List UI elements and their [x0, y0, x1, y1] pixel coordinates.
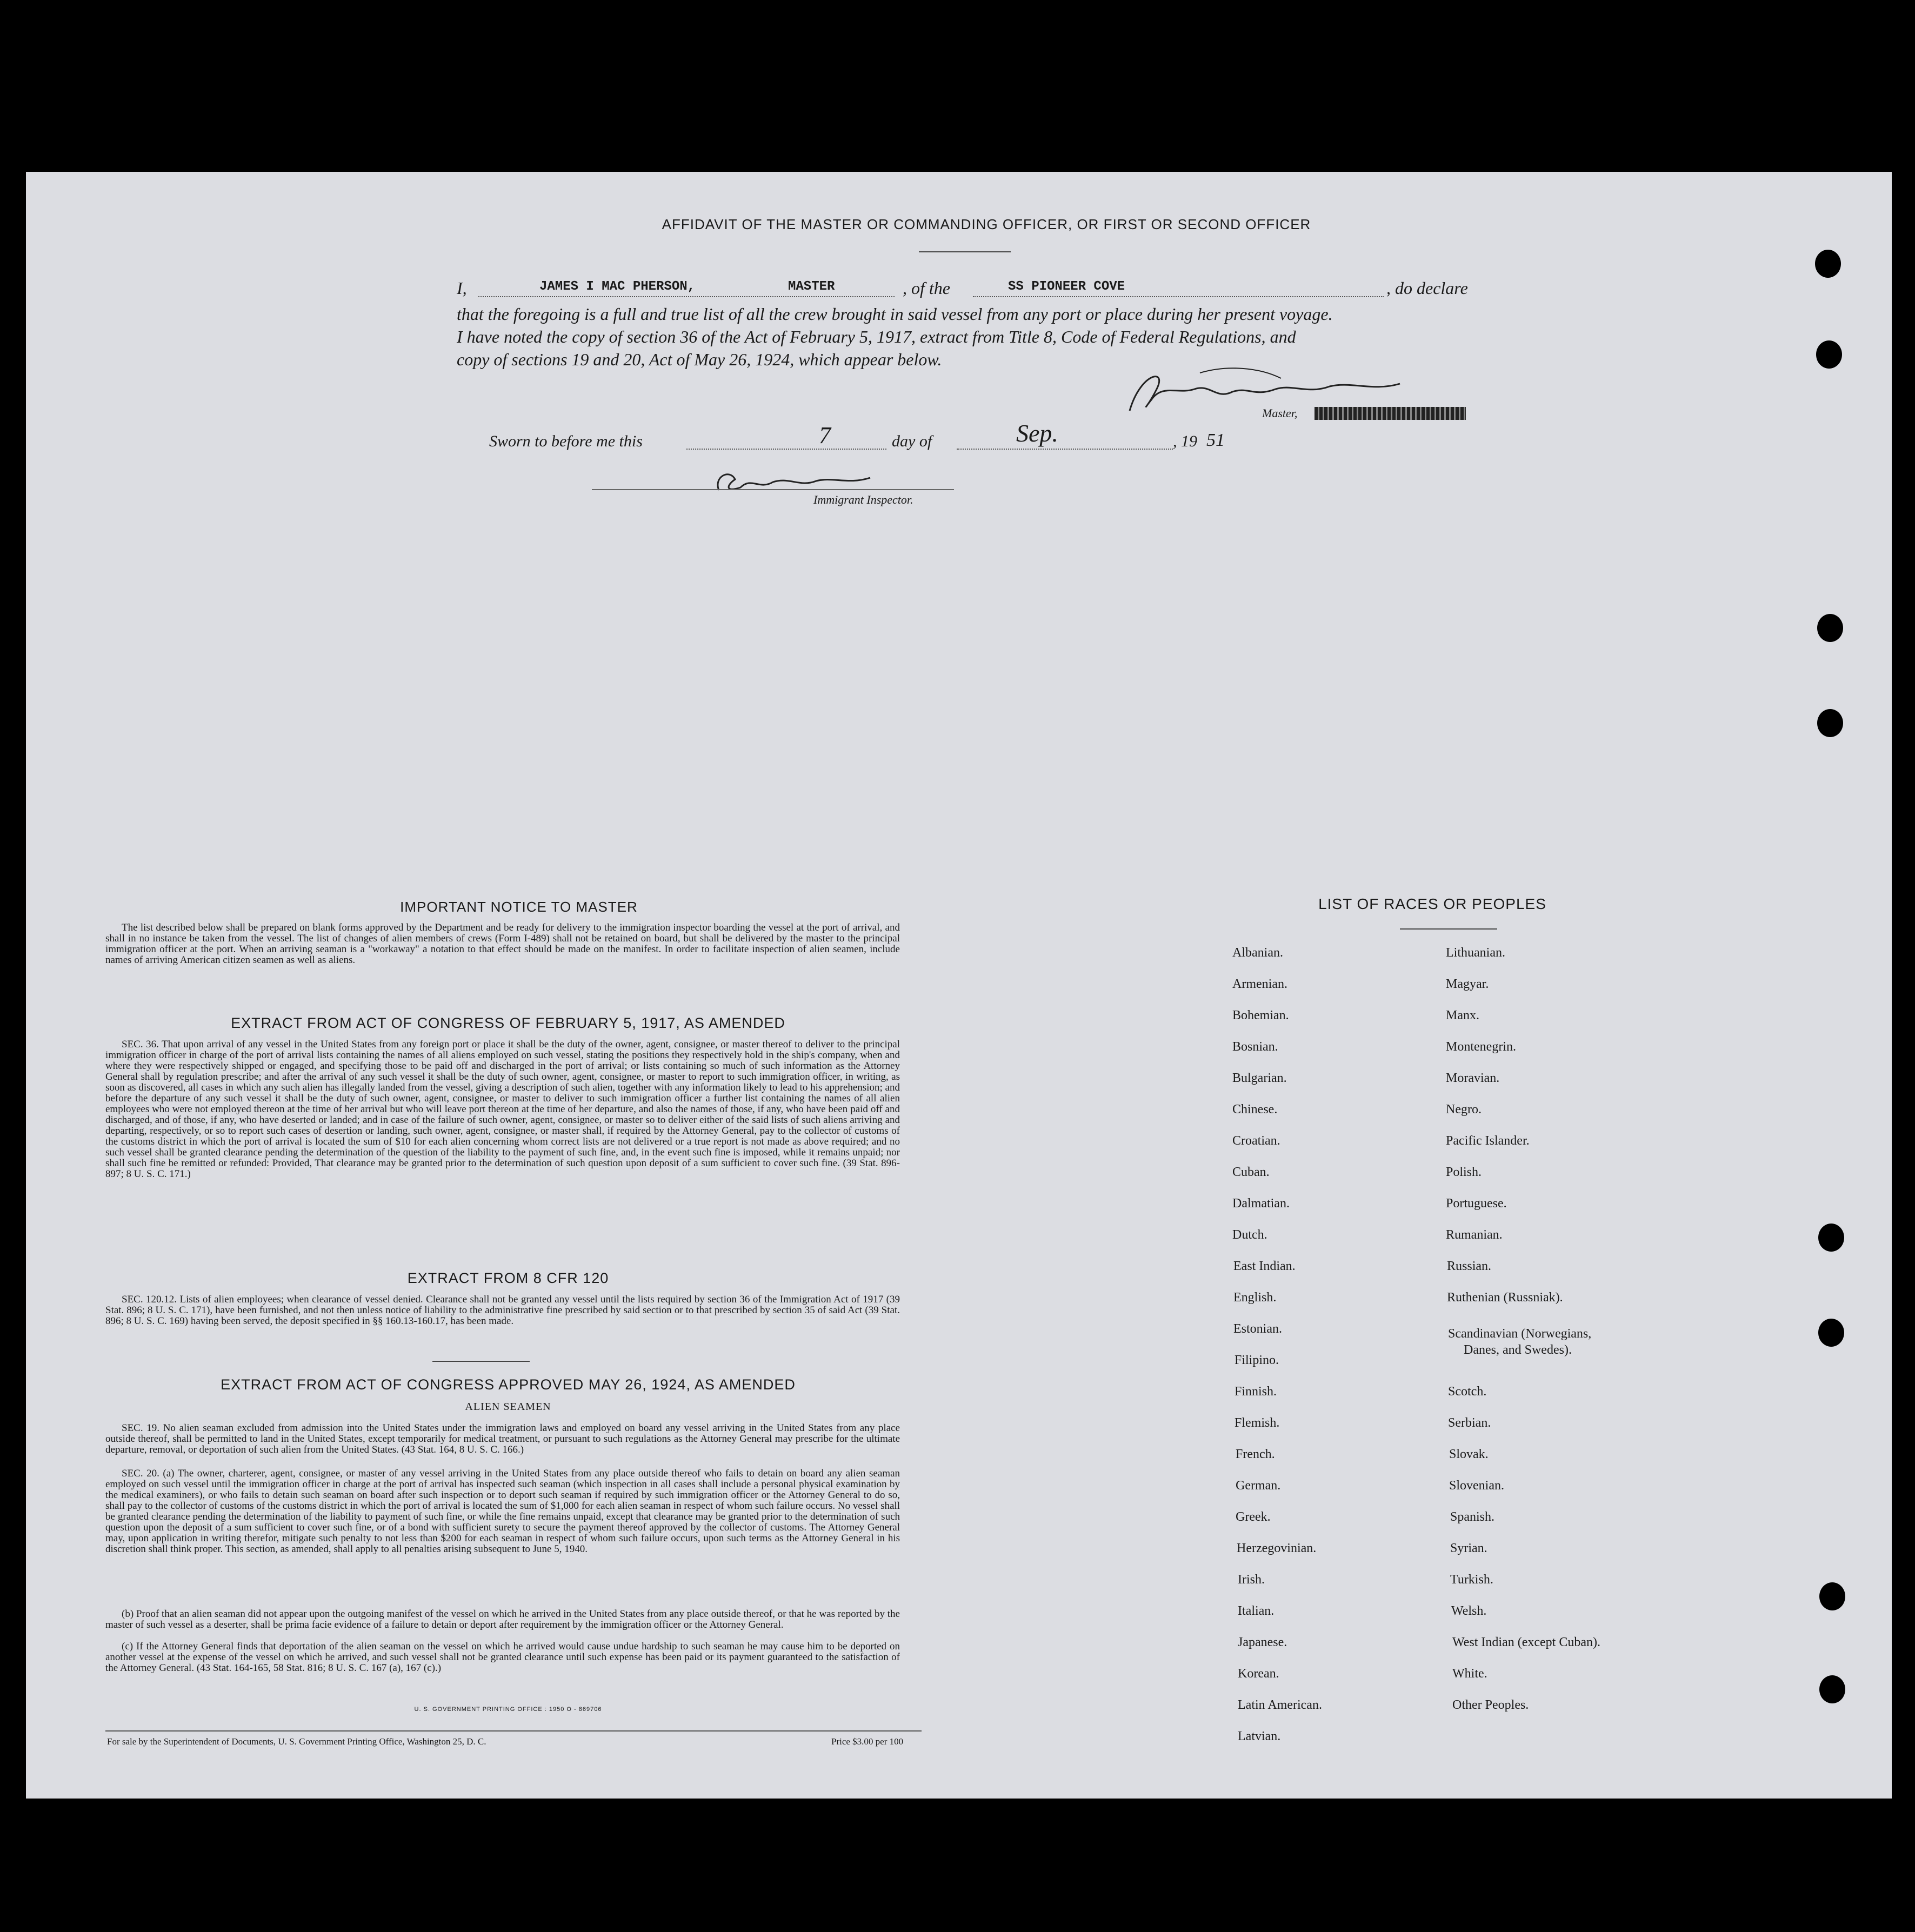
race-item: Italian. [1238, 1604, 1275, 1618]
race-item: Bulgarian. [1232, 1071, 1287, 1085]
race-item: Irish. [1238, 1573, 1265, 1587]
footer-right: Price $3.00 per 100 [831, 1736, 904, 1747]
race-item: White. [1452, 1667, 1487, 1681]
race-item: Slovenian. [1449, 1479, 1504, 1493]
punch-hole [1818, 1319, 1844, 1347]
race-item: Portuguese. [1446, 1196, 1507, 1211]
race-item: East Indian. [1233, 1259, 1296, 1273]
extract-cfr-body: SEC. 120.12. Lists of alien employees; when clearance of vessel denied. Clearance shall not be granted any vessel until the lists required by section 36 of the Immigration Act of 1917 (39 Stat. 896; 8 U. S. C. 171), have been furnished, and not then unless notice of liability to the administrative fine prescribed by said section or to that prescribed by section 35 of said Act (39 Stat. 896; 8 U. S. C. 169) having been served, the deposit specified in §§ 160.13-160.17, has been made. [105, 1294, 900, 1327]
extract-cfr-title: EXTRACT FROM 8 CFR 120 [407, 1270, 609, 1286]
race-item: Estonian. [1233, 1322, 1282, 1336]
race-item: Bosnian. [1232, 1040, 1278, 1054]
year-prefix: , 19 [1173, 432, 1197, 450]
race-item: Filipino. [1235, 1353, 1279, 1367]
race-item: Albanian. [1232, 946, 1283, 960]
race-item: Japanese. [1238, 1635, 1287, 1649]
master-label: Master, [1262, 406, 1298, 420]
race-item: Dalmatian. [1232, 1196, 1290, 1211]
race-item: Turkish. [1450, 1573, 1493, 1587]
day-value: 7 [819, 422, 831, 449]
race-item: Latin American. [1238, 1698, 1322, 1712]
extract-1917-body: SEC. 36. That upon arrival of any vessel in the United States from any foreign port or place it shall be the duty of the owner, agent, consignee, or master thereof to deliver to the principal immigration officer in charge of the port of arrival lists containing the names of all aliens employed on such vessel, stating the positions they respectively hold in the ship's company, when and where they were respectively shipped or engaged, and specifying those to be paid off and discharged in the port of arrival; or lists containing so much of such information as the Attorney General shall by regulation prescribe; and after the arrival of any such vessel it shall be the duty of such owner, agent, consignee, or master to report to such immigration officer, in writing, as soon as discovered, all cases in which any such alien has illegally landed from the vessel, giving a description of such alien, together with any information likely to lead to his apprehension; and before the departure of any such vessel it shall be the duty of such owner, agent, consignee, or master to deliver to such immigration officer a further list containing the names of all alien employees who were not employed thereon at the time of her arrival but who will leave port thereon at the time of her departure, and also the names of those, if any, who have been paid off and discharged, and of those, if any, who have deserted or landed; and in case of the failure of such owner, agent, consignee, or master so to deliver either of the said lists of such aliens arriving and departing, respectively, or so to report such cases of desertion or landing, such owner, agent, consignee, or master shall, if required by the Attorney General, pay to the collector of customs of the customs district in which the port of arrival is located the sum of $10 for each alien concerning whom correct lists are not delivered or a true report is not made as above required; and no such vessel shall be granted clearance pending the determination of the question of the liability to the payment of such fine, and, in the event such fine is imposed, while it remains unpaid; nor shall such fine be remitted or refunded: Provided, That clearance may be granted prior to the determination of such question upon deposit of a sum sufficient to cover such fine. (39 Stat. 896-897; 8 U. S. C. 171.) [105, 1039, 900, 1180]
of-the-label: , of the [903, 278, 950, 298]
punch-hole [1819, 1582, 1845, 1610]
punch-hole [1816, 340, 1842, 369]
race-item: Magyar. [1446, 977, 1489, 991]
rank-value: MASTER [788, 279, 835, 294]
race-item: German. [1236, 1479, 1281, 1493]
race-item: Scotch. [1448, 1385, 1487, 1399]
race-item: Lithuanian. [1446, 946, 1505, 960]
race-item: Herzegovinian. [1237, 1541, 1317, 1555]
footer-left: For sale by the Superintendent of Documents, U. S. Government Printing Office, Washington 25, D. C. [107, 1736, 486, 1747]
sec-20c-body: (c) If the Attorney General finds that deportation of the alien seaman on the vessel on which he arrived would cause undue hardship to such seaman he may cause him to be deported on another vessel at the expense of the vessel on which he arrived, and such vessel shall not be granted clearance until such expense has been paid or its payment guaranteed to the satisfaction of the Attorney General. (43 Stat. 164-165, 58 Stat. 816; 8 U. S. C. 167 (a), 167 (c).) [105, 1641, 900, 1674]
race-item: Rumanian. [1446, 1228, 1503, 1242]
race-item: Polish. [1446, 1165, 1482, 1179]
race-item: Croatian. [1232, 1134, 1280, 1148]
do-declare-label: , do declare [1386, 278, 1468, 298]
race-item: Welsh. [1451, 1604, 1487, 1618]
race-item: Scandinavian (Norwegians, [1448, 1327, 1592, 1341]
sworn-label: Sworn to before me this [489, 432, 643, 450]
extract-1917-title: EXTRACT FROM ACT OF CONGRESS OF FEBRUARY 5, 1917, AS AMENDED [231, 1015, 785, 1031]
month-line [957, 449, 1173, 450]
year-value: 51 [1206, 430, 1225, 450]
divider [919, 251, 1011, 252]
race-item: Other Peoples. [1452, 1698, 1529, 1712]
race-item: Ruthenian (Russniak). [1447, 1291, 1563, 1305]
affidavit-i: I, [457, 278, 467, 298]
race-item: Russian. [1447, 1259, 1492, 1273]
vessel-value: SS PIONEER COVE [1008, 279, 1125, 294]
inspector-label: Immigrant Inspector. [813, 493, 913, 506]
affidavit-title: AFFIDAVIT OF THE MASTER OR COMMANDING OFFICER, OR FIRST OR SECOND OFFICER [662, 216, 1311, 232]
master-name-line [478, 296, 895, 297]
redacted-title [1315, 407, 1466, 420]
race-item: Slovak. [1449, 1447, 1489, 1461]
extract-1924-title: EXTRACT FROM ACT OF CONGRESS APPROVED MAY 26, 1924, AS AMENDED [221, 1376, 796, 1393]
sec-19-body: SEC. 19. No alien seaman excluded from admission into the United States under the immigration laws and employed on board any vessel arriving in the United States from any place outside thereof, shall be permitted to land in the United States, except temporarily for medical treatment, or pursuant to such regulations as the Attorney General may prescribe for the ultimate departure, removal, or deportation of such alien from the United States. (43 Stat. 164, 8 U. S. C. 166.) [105, 1422, 900, 1455]
punch-hole [1819, 1675, 1845, 1703]
footer-rule [105, 1730, 922, 1732]
race-item: Syrian. [1450, 1541, 1487, 1555]
master-name-value: JAMES I MAC PHERSON, [539, 279, 696, 294]
race-item: Negro. [1446, 1102, 1482, 1117]
race-item: Moravian. [1446, 1071, 1500, 1085]
punch-hole [1815, 250, 1841, 278]
race-item: Flemish. [1235, 1416, 1280, 1430]
punch-hole [1817, 614, 1843, 642]
divider [1400, 928, 1497, 930]
divider [432, 1361, 530, 1362]
race-item: West Indian (except Cuban). [1452, 1635, 1600, 1649]
gpo-imprint: U. S. GOVERNMENT PRINTING OFFICE : 1950 O - 869706 [414, 1706, 602, 1713]
punch-hole [1818, 1224, 1844, 1252]
race-item: Chinese. [1232, 1102, 1278, 1117]
vessel-line [973, 296, 1384, 297]
punch-hole [1817, 709, 1843, 737]
race-item: Dutch. [1232, 1228, 1267, 1242]
race-item: Spanish. [1450, 1510, 1495, 1524]
race-item: Cuban. [1232, 1165, 1270, 1179]
month-value: Sep. [1016, 419, 1058, 447]
races-title: LIST OF RACES OR PEOPLES [1318, 895, 1546, 912]
race-item: Danes, and Swedes). [1464, 1343, 1572, 1357]
inspector-line [592, 489, 954, 490]
race-item: Montenegrin. [1446, 1040, 1516, 1054]
notice-title: IMPORTANT NOTICE TO MASTER [400, 899, 638, 915]
race-item: French. [1236, 1447, 1275, 1461]
affidavit-line3: I have noted the copy of section 36 of the Act of February 5, 1917, extract from Title 8, Code of Federal Regulations, and [457, 327, 1296, 346]
race-item: Armenian. [1232, 977, 1287, 991]
race-item: Serbian. [1448, 1416, 1491, 1430]
race-item: Korean. [1238, 1667, 1279, 1681]
race-item: Manx. [1446, 1008, 1479, 1022]
sec-20b-body: (b) Proof that an alien seaman did not appear upon the outgoing manifest of the vessel on which he arrived in the United States from any place outside thereof, or that he was reported by the master of such vessel as a deserter, shall be prima facie evidence of a failure to detain or deport after requirement by the immigration officer or the Attorney General. [105, 1608, 900, 1630]
race-item: Finnish. [1235, 1385, 1277, 1399]
extract-1924-subtitle: ALIEN SEAMEN [465, 1401, 551, 1413]
affidavit-line4: copy of sections 19 and 20, Act of May 26, 1924, which appear below. [457, 350, 942, 369]
race-item: Latvian. [1238, 1729, 1281, 1743]
race-item: Bohemian. [1232, 1008, 1289, 1022]
affidavit-line2: that the foregoing is a full and true list of all the crew brought in said vessel from any port or place during her present voyage. [457, 304, 1333, 324]
day-of-label: day of [892, 432, 932, 450]
race-item: Greek. [1236, 1510, 1271, 1524]
day-line [686, 449, 886, 450]
race-item: English. [1233, 1291, 1277, 1305]
race-item: Pacific Islander. [1446, 1134, 1530, 1148]
notice-body: The list described below shall be prepared on blank forms approved by the Department and be ready for delivery to the immigration inspector boarding the vessel at the port of arrival, and shall in no instance be taken from the vessel. The list of changes of alien members of crews (Form I-489) shall not be retained on board, but shall be delivered by the master to the principal immigration officer at the port. When an arriving seaman is a "workaway" a notation to that effect should be made on the manifest. In order to facilitate inspection of alien seamen, include names of arriving American citizen seamen as well as aliens. [105, 922, 900, 966]
sec-20a-body: SEC. 20. (a) The owner, charterer, agent, consignee, or master of any vessel arriving in the United States from any place outside thereof who fails to detain on board any alien seaman employed on such vessel until the immigration officer in charge at the port of arrival has inspected such seaman (which inspection in all cases shall include a personal physical examination by the medical examiners), or who fails to detain such seaman on board after such inspection or to deport such seaman if required by such immigration officer or the Attorney General to do so, shall pay to the collector of customs of the customs district in which the port of arrival is located the sum of $1,000 for each alien seaman in respect of whom such failure occurs. No vessel shall be granted clearance pending the determination of the liability to payment of such fine, or while the fine remains unpaid, except that clearance may be granted prior to the determination of such question upon the deposit of a sum sufficient to cover such fine, or of a bond with sufficient surety to secure the payment thereof approved by the collector of customs. The Attorney General may, upon application in writing therefor, mitigate such penalty to not less than $200 for each seaman in respect of whom such failure occurs, upon such terms as the Attorney General in his discretion shall think proper. This section, as amended, shall apply to all penalties arising subsequent to June 5, 1940. [105, 1468, 900, 1555]
